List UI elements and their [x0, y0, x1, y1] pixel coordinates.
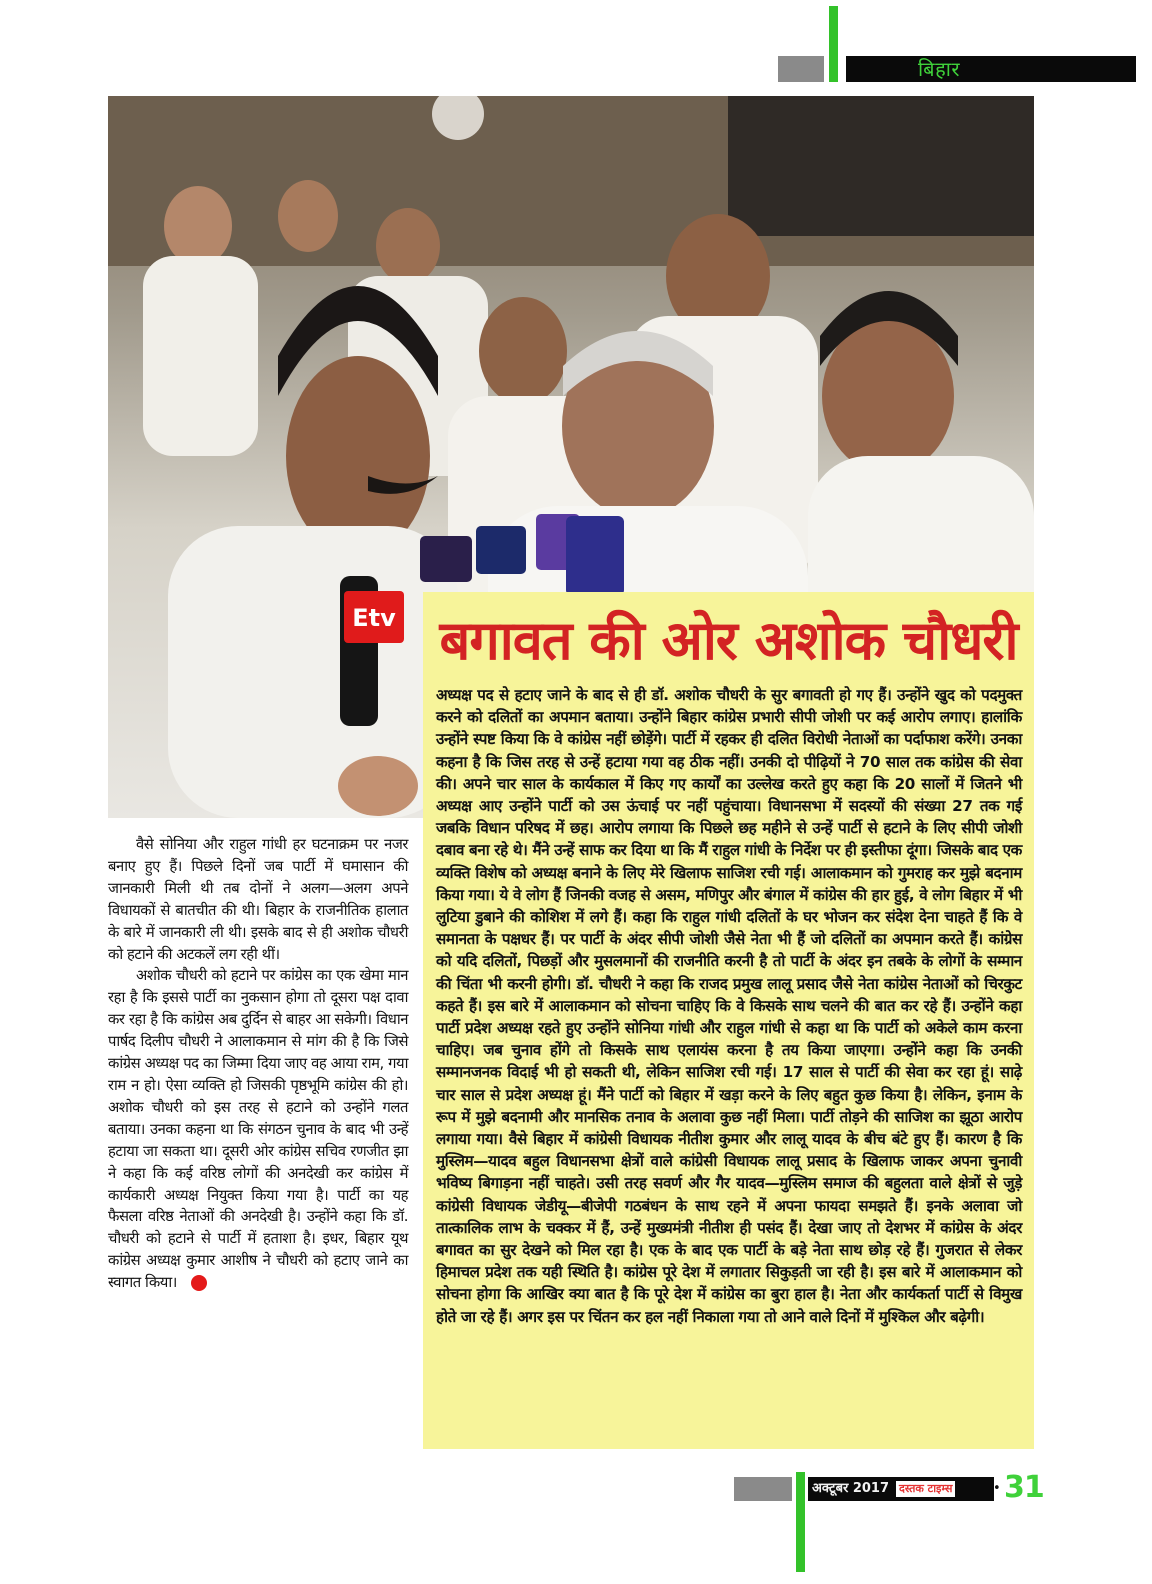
- left-paragraph-2-text: अशोक चौधरी को हटाने पर कांग्रेस का एक खेमा मान रहा है कि इससे पार्टी का नुकसान होगा तो दूसरा पक्ष दावा कर रहा है कि कांग्रेस अब दुर्दिन से बाहर आ सकेगी। विधान पार्षद दिलीप चौधरी ने आलाकमान से मांग की है कि जिसे कांग्रेस अध्यक्ष पद का जिम्मा दिया जाए वह आया राम, गया राम न हो। ऐसा व्यक्ति हो जिसकी पृष्ठभूमि कांग्रेस की हो। अशोक चौधरी को इस तरह से हटाने को उन्होंने गलत बताया। उनका कहना था कि संगठन चुनाव के बाद भी उन्हें हटाया जा सकता था। दूसरी ओर कांग्रेस सचिव रणजीत झा ने कहा कि कई वरिष्ठ लोगों की अनदेखी कर कांग्रेस में कार्यकारी अध्यक्ष नियुक्त किया गया है। पार्टी का यह फैसला वरिष्ठ नेताओं की अनदेखी है। उन्होंने कहा कि डॉ. चौधरी को हटाने से पार्टी में हताशा है। इधर, बिहार यूथ कांग्रेस अध्यक्ष कुमार आशीष ने चौधरी को हटाए जाने का स्वागत किया।: [108, 967, 408, 1292]
- accent-bar-bottom: [796, 1472, 805, 1572]
- left-paragraph-1: वैसे सोनिया और राहुल गांधी हर घटनाक्रम पर नजर बनाए हुए हैं। पिछले दिनों जब पार्टी में घमासान की जानकारी मिली थी तब दोनों ने अलग—अलग अपने विधायकों से बातचीत की थी। बिहार के राजनीतिक हालात के बारे में जानकारी ली थी। इसके बाद से ही अशोक चौधरी को हटाने की अटकलें लग रही थीं।: [108, 836, 408, 963]
- footer-grey-tab: [734, 1477, 792, 1501]
- end-of-article-dot-icon: [191, 1275, 207, 1291]
- article-body: अध्यक्ष पद से हटाए जाने के बाद से ही डॉ. अशोक चौधरी के सुर बगावती हो गए हैं। उन्होंने खुद को पदमुक्त करने को दलितों का अपमान बताया। उन्होंने बिहार कांग्रेस प्रभारी सीपी जोशी पर कई आरोप लगाए। हालांकि उन्होंने स्पष्ट किया कि वे कांग्रेस नहीं छोड़ेंगे। पार्टी में रहकर ही दलित विरोधी नेताओं का पर्दाफाश करेंगे। उनका कहना है कि जिस तरह से उन्हें हटाया गया वह ठीक नहीं। उनकी दो पीढ़ियों ने 70 साल तक कांग्रेस की सेवा की। अपने चार साल के कार्यकाल में किए गए कार्यों का उल्लेख करते हुए कहा कि 20 सालों में जितने भी अध्यक्ष आए उन्होंने पार्टी को उस ऊंचाई पर नहीं पहुंचाया। विधानसभा में सदस्यों की संख्या 27 तक गई जबकि विधान परिषद में छह। आरोप लगाया कि पिछले छह महीने से उन्हें पार्टी से हटाने के लिए सीपी जोशी दबाव बना रहे थे। मैंने उन्हें साफ कर दिया था कि मैं राहुल गांधी के निर्देश पर ही इस्तीफा दूंगा। जिसके बाद एक व्यक्ति विशेष को अध्यक्ष बनाने के लिए मेरे खिलाफ साजिश रची गई। आलाकमान को गुमराह कर मुझे बदनाम किया गया। ये वे लोग हैं जिनकी वजह से असम, मणिपुर और बंगाल में कांग्रेस की हार हुई, वे लोग बिहार में भी लुटिया डुबाने की कोशिश में लगे हैं। कहा कि राहुल गांधी दलितों के घर भोजन कर संदेश देना चाहते हैं कि वे समानता के पक्षधर हैं। पर पार्टी के अंदर सीपी जोशी जैसे नेता भी हैं जो दलितों का अपमान करते हैं। कांग्रेस को यदि दलितों, पिछड़ों और मुसलमानों की राजनीति करनी है तो पार्टी के अंदर इन तबके के लोगों के सम्मान की चिंता भी करनी होगी। डॉ. चौधरी ने कहा कि राजद प्रमुख लालू प्रसाद जैसे नेता कांग्रेस नेताओं को चिरकुट कहते हैं। इस बारे में आलाकमान को सोचना चाहिए कि वे किसके साथ चलने की बात कर रहे हैं। उन्होंने कहा पार्टी प्रदेश अध्यक्ष रहते हुए उन्होंने सोनिया गांधी और राहुल गांधी से कहा था कि पार्टी को अकेले काम करना चाहिए। जब चुनाव होंगे तो किसके साथ एलायंस करना है तय किया जाएगा। उन्होंने कहा कि उनकी सम्मानजनक विदाई भी हो सकती थी, लेकिन साजिश रची गई। 17 साल से पार्टी की सेवा कर रहा हूं। साढ़े चार साल से प्रदेश अध्यक्ष हूं। मैंने पार्टी को बिहार में खड़ा करने के लिए बहुत कुछ किया है। लेकिन, इनाम के रूप में मुझे बदनामी और मानसिक तनाव के अलावा कुछ नहीं मिला। पार्टी तोड़ने की साजिश का झूठा आरोप लगाया गया। वैसे बिहार में कांग्रेसी विधायक नीतीश कुमार और लालू यादव के बीच बंटे हुए हैं। कारण है कि मुस्लिम—यादव बहुल विधानसभा क्षेत्रों वाले कांग्रेसी विधायक लालू प्रसाद के खिलाफ जाकर अपना चुनावी भविष्य बिगाड़ना नहीं चाहते। उसी तरह सवर्ण और गैर यादव—मुस्लिम समाज की बहुलता वाले क्षेत्रों से जुड़े कांग्रेसी विधायक जेडीयू—बीजेपी गठबंधन के साथ रहने में अपना फायदा समझते हैं। इनके अलावा जो तात्कालिक लाभ के चक्कर में हैं, उन्हें मुख्यमंत्री नीतीश ही पसंद हैं। देखा जाए तो देशभर में कांग्रेस के अंदर बगावत का सुर देखने को मिल रहा है। एक के बाद एक पार्टी के बड़े नेता साथ छोड़ रहे हैं। गुजरात से लेकर हिमाचल प्रदेश तक यही स्थिति है। कांग्रेस पूरे देश में लगातार सिकुड़ती जा रही है। इस बारे में आलाकमान को सोचना होगा कि आखिर क्या बात है कि पूरे देश में कांग्रेस का बुरा हाल है। नेता और कार्यकर्ता पार्टी से विमुख होते जा रहे हैं। अगर इस पर चिंतन कर हल नहीं निकाला गया तो आने वाले दिनों में मुश्किल और बढ़ेगी।: [436, 686, 1022, 1326]
- issue-date: अक्टूबर 2017: [812, 1481, 890, 1496]
- article-headline: बगावत की ओर अशोक चौधरी: [439, 609, 1018, 672]
- left-paragraph-2: [108, 965, 408, 1294]
- etv-mic-logo: Etv: [352, 604, 396, 632]
- left-column-text: [108, 834, 408, 1294]
- header-grey-tab: [778, 56, 824, 82]
- section-header-bar: [846, 56, 1136, 82]
- accent-bar-top: [829, 6, 838, 82]
- page-number: 31: [1004, 1470, 1044, 1505]
- magazine-brand-logo: दस्तक टाइम्स: [896, 1481, 955, 1497]
- section-label: बिहार: [918, 57, 961, 81]
- footer-bullet: •: [993, 1481, 1001, 1496]
